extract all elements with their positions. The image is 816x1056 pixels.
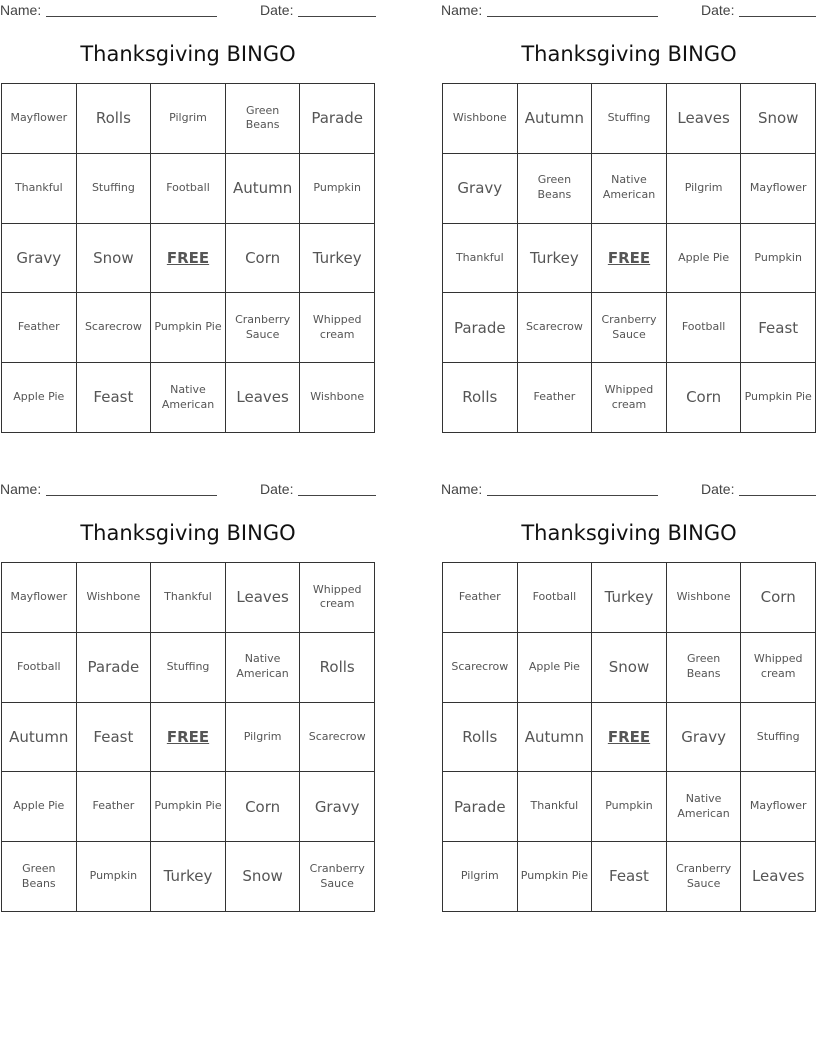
bingo-cell	[592, 772, 667, 842]
bingo-cell	[741, 154, 816, 224]
cell-label: Snow	[608, 658, 650, 677]
bingo-cell	[592, 154, 667, 224]
cell-label: Native American	[236, 652, 289, 681]
cell-label: Whipped cream	[312, 582, 362, 611]
date-label: Date:	[260, 481, 294, 497]
bingo-cell	[667, 772, 742, 842]
bingo-card	[0, 0, 376, 440]
bingo-cell	[2, 772, 77, 842]
cell-label: Whipped cream	[604, 382, 654, 411]
bingo-cell	[518, 633, 593, 703]
cell-label: Mayflower	[749, 180, 807, 194]
cell-label: Stuffing	[607, 110, 651, 124]
bingo-cell	[77, 563, 152, 633]
cell-label: Turkey	[604, 588, 654, 607]
bingo-cell	[667, 633, 742, 703]
cell-label: Scarecrow	[525, 320, 583, 334]
bingo-cell	[151, 154, 226, 224]
bingo-cell	[226, 772, 301, 842]
bingo-cell	[226, 224, 301, 294]
cell-label: Parade	[87, 658, 140, 677]
cell-label: Apple Pie	[13, 390, 65, 404]
bingo-cell	[226, 293, 301, 363]
bingo-cell	[443, 154, 518, 224]
cell-label: Pilgrim	[169, 110, 207, 124]
date-blank-line	[298, 16, 376, 17]
cell-label: Cranberry Sauce	[601, 312, 657, 341]
cell-label: Football	[532, 589, 577, 603]
cell-label: Gravy	[16, 248, 62, 267]
bingo-cell	[77, 772, 152, 842]
name-blank-line	[46, 495, 217, 496]
bingo-cell	[741, 633, 816, 703]
bingo-cell	[443, 293, 518, 363]
cell-label: Apple Pie	[678, 250, 730, 264]
cell-label: Scarecrow	[84, 320, 142, 334]
cell-label: Turkey	[529, 248, 579, 267]
bingo-cell	[592, 84, 667, 154]
bingo-cell	[2, 703, 77, 773]
bingo-cell	[226, 563, 301, 633]
bingo-cell	[741, 842, 816, 912]
bingo-cell	[592, 363, 667, 433]
bingo-card	[441, 0, 816, 440]
cell-label: Pumpkin Pie	[154, 799, 222, 813]
bingo-cell	[741, 84, 816, 154]
bingo-cell	[77, 363, 152, 433]
date-label: Date:	[701, 2, 735, 18]
cell-label: Scarecrow	[308, 729, 366, 743]
cell-label: Gravy	[457, 179, 503, 198]
bingo-cell	[151, 772, 226, 842]
bingo-cell	[2, 224, 77, 294]
cell-label: Snow	[242, 867, 283, 886]
bingo-grid	[1, 83, 375, 433]
bingo-cell	[226, 703, 301, 773]
cell-label: Pumpkin	[89, 869, 138, 883]
name-label: Name:	[441, 481, 483, 497]
date-label: Date:	[260, 2, 294, 18]
bingo-cell	[443, 363, 518, 433]
cell-label: Whipped cream	[312, 312, 362, 341]
card-title: Thanksgiving BINGO	[521, 42, 737, 66]
cell-label: Feather	[92, 799, 135, 813]
cell-label: Football	[166, 180, 210, 194]
cell-label: Corn	[686, 388, 722, 407]
cell-label: Green Beans	[537, 173, 572, 202]
cell-label: Mayflower	[10, 589, 68, 603]
bingo-cell	[443, 84, 518, 154]
bingo-cell	[592, 563, 667, 633]
bingo-cell	[667, 154, 742, 224]
bingo-cell	[518, 363, 593, 433]
cell-label: Rolls	[319, 658, 355, 677]
bingo-cell	[741, 363, 816, 433]
bingo-cell	[300, 633, 375, 703]
cell-label: Parade	[453, 318, 506, 337]
bingo-cell	[300, 772, 375, 842]
bingo-cell	[2, 563, 77, 633]
cell-label: Wishbone	[310, 390, 365, 404]
card-title: Thanksgiving BINGO	[521, 521, 737, 545]
cell-label: Rolls	[462, 727, 498, 746]
cell-label: Snow	[93, 248, 134, 267]
bingo-grid	[442, 562, 816, 912]
card-title: Thanksgiving BINGO	[80, 521, 296, 545]
cell-label: Feast	[758, 318, 799, 337]
bingo-cell	[2, 154, 77, 224]
cell-label: Green Beans	[686, 652, 721, 681]
bingo-cell	[226, 84, 301, 154]
bingo-cell	[741, 563, 816, 633]
date-blank-line	[739, 495, 816, 496]
cell-label: Snow	[757, 109, 799, 128]
bingo-cell	[443, 224, 518, 294]
date-blank-line	[739, 16, 816, 17]
cell-label: Leaves	[677, 109, 730, 128]
name-blank-line	[487, 495, 658, 496]
bingo-cell	[443, 842, 518, 912]
bingo-cell	[667, 563, 742, 633]
bingo-cell	[592, 633, 667, 703]
bingo-cell	[300, 563, 375, 633]
bingo-cell	[741, 224, 816, 294]
cell-label: Native American	[602, 173, 656, 202]
cell-label: FREE	[166, 248, 210, 267]
cell-label: Pumpkin Pie	[154, 320, 222, 334]
cell-label: Green Beans	[21, 861, 56, 890]
cell-label: Mayflower	[10, 110, 68, 124]
cell-label: Leaves	[236, 388, 289, 407]
cell-label: Autumn	[524, 727, 585, 746]
cell-label: Wishbone	[452, 110, 507, 124]
name-label: Name:	[441, 2, 483, 18]
free-space-cell	[592, 224, 667, 294]
bingo-cell	[151, 84, 226, 154]
bingo-cell	[151, 563, 226, 633]
cell-label: Feather	[17, 320, 60, 334]
bingo-cell	[741, 703, 816, 773]
bingo-cell	[443, 703, 518, 773]
bingo-cell	[443, 772, 518, 842]
bingo-cell	[151, 293, 226, 363]
bingo-cell	[77, 703, 152, 773]
cell-label: Parade	[453, 797, 506, 816]
name-date-header	[441, 481, 816, 499]
bingo-cell	[667, 293, 742, 363]
cell-label: Corn	[245, 797, 281, 816]
date-blank-line	[298, 495, 376, 496]
card-title: Thanksgiving BINGO	[80, 42, 296, 66]
free-space-cell	[151, 224, 226, 294]
cell-label: Feather	[533, 390, 576, 404]
bingo-cell	[592, 842, 667, 912]
name-date-header	[0, 481, 376, 499]
cell-label: Pilgrim	[243, 729, 282, 743]
name-label: Name:	[0, 481, 42, 497]
cell-label: Wishbone	[86, 589, 141, 603]
cell-label: Corn	[760, 588, 796, 607]
cell-label: Rolls	[95, 109, 131, 128]
name-blank-line	[487, 16, 658, 17]
free-space-cell	[592, 703, 667, 773]
cell-label: Pilgrim	[684, 180, 723, 194]
cell-label: Autumn	[9, 727, 69, 746]
bingo-cell	[2, 842, 77, 912]
bingo-cell	[518, 703, 593, 773]
bingo-cell	[77, 154, 152, 224]
cell-label: Turkey	[163, 867, 213, 886]
bingo-cell	[300, 363, 375, 433]
cell-label: Rolls	[462, 388, 498, 407]
bingo-cell	[2, 363, 77, 433]
bingo-cell	[2, 84, 77, 154]
cell-label: Apple Pie	[13, 799, 65, 813]
bingo-cell	[667, 703, 742, 773]
cell-label: Stuffing	[91, 180, 135, 194]
cell-label: Stuffing	[756, 729, 800, 743]
name-blank-line	[46, 16, 217, 17]
bingo-cell	[741, 293, 816, 363]
cell-label: Pumpkin Pie	[744, 390, 812, 404]
date-label: Date:	[701, 481, 735, 497]
bingo-cell	[77, 842, 152, 912]
bingo-cell	[300, 224, 375, 294]
bingo-cell	[226, 633, 301, 703]
bingo-cell	[300, 842, 375, 912]
bingo-cell	[226, 154, 301, 224]
cell-label: Autumn	[524, 109, 585, 128]
bingo-cell	[226, 363, 301, 433]
cell-label: Cranberry Sauce	[309, 861, 365, 890]
cell-label: Cranberry Sauce	[235, 312, 291, 341]
cell-label: Green Beans	[245, 103, 280, 132]
bingo-cell	[2, 293, 77, 363]
cell-label: Stuffing	[166, 659, 210, 673]
bingo-cell	[77, 224, 152, 294]
cell-label: Turkey	[312, 248, 362, 267]
cell-label: Pumpkin Pie	[520, 869, 588, 883]
bingo-cell	[518, 293, 593, 363]
cell-label: FREE	[166, 727, 210, 746]
cell-label: Corn	[245, 248, 281, 267]
cell-label: Gravy	[314, 797, 360, 816]
cell-label: FREE	[607, 248, 651, 267]
bingo-cell	[300, 154, 375, 224]
bingo-cell	[151, 633, 226, 703]
bingo-card	[0, 479, 376, 919]
bingo-cell	[226, 842, 301, 912]
bingo-grid	[442, 83, 816, 433]
cell-label: Scarecrow	[451, 659, 509, 673]
bingo-cell	[2, 633, 77, 703]
bingo-cell	[518, 772, 593, 842]
bingo-cell	[667, 842, 742, 912]
cell-label: Gravy	[681, 727, 726, 746]
name-date-header	[441, 2, 816, 20]
bingo-card	[441, 479, 816, 919]
bingo-cell	[592, 293, 667, 363]
cell-label: Mayflower	[749, 799, 807, 813]
cell-label: Feast	[93, 388, 134, 407]
bingo-grid	[1, 562, 375, 912]
cell-label: Parade	[311, 109, 364, 128]
cell-label: Feast	[93, 727, 134, 746]
cell-label: Thankful	[530, 799, 579, 813]
cell-label: Wishbone	[676, 589, 731, 603]
cell-label: Feast	[609, 867, 649, 886]
cell-label: Cranberry Sauce	[676, 861, 732, 890]
cell-label: Apple Pie	[528, 659, 580, 673]
free-space-cell	[151, 703, 226, 773]
bingo-cell	[151, 842, 226, 912]
cell-label: Feather	[458, 589, 501, 603]
cell-label: Native American	[161, 382, 215, 411]
bingo-cell	[518, 154, 593, 224]
cell-label: Thankful	[14, 180, 63, 194]
cell-label: Pumpkin	[754, 250, 802, 264]
name-label: Name:	[0, 2, 42, 18]
bingo-cell	[300, 703, 375, 773]
bingo-cell	[443, 633, 518, 703]
bingo-cell	[300, 293, 375, 363]
cell-label: FREE	[607, 727, 651, 746]
bingo-cell	[667, 363, 742, 433]
cell-label: Football	[681, 320, 726, 334]
bingo-cell	[518, 563, 593, 633]
bingo-cell	[77, 293, 152, 363]
bingo-cell	[741, 772, 816, 842]
bingo-cell	[443, 563, 518, 633]
cell-label: Thankful	[455, 250, 504, 264]
bingo-cell	[77, 84, 152, 154]
cell-label: Leaves	[751, 867, 805, 886]
bingo-cell	[518, 84, 593, 154]
cell-label: Pilgrim	[460, 869, 499, 883]
cell-label: Pumpkin	[313, 180, 361, 194]
bingo-cell	[667, 224, 742, 294]
cell-label: Football	[17, 659, 61, 673]
cell-label: Leaves	[236, 588, 289, 607]
bingo-cell	[518, 842, 593, 912]
cell-label: Whipped cream	[753, 652, 803, 681]
name-date-header	[0, 2, 376, 20]
cell-label: Thankful	[164, 589, 212, 603]
cell-label: Native American	[677, 791, 730, 820]
bingo-cell	[300, 84, 375, 154]
cell-label: Pumpkin	[605, 799, 653, 813]
bingo-cell	[151, 363, 226, 433]
bingo-cell	[518, 224, 593, 294]
bingo-cell	[77, 633, 152, 703]
cell-label: Autumn	[232, 179, 293, 198]
bingo-cell	[667, 84, 742, 154]
